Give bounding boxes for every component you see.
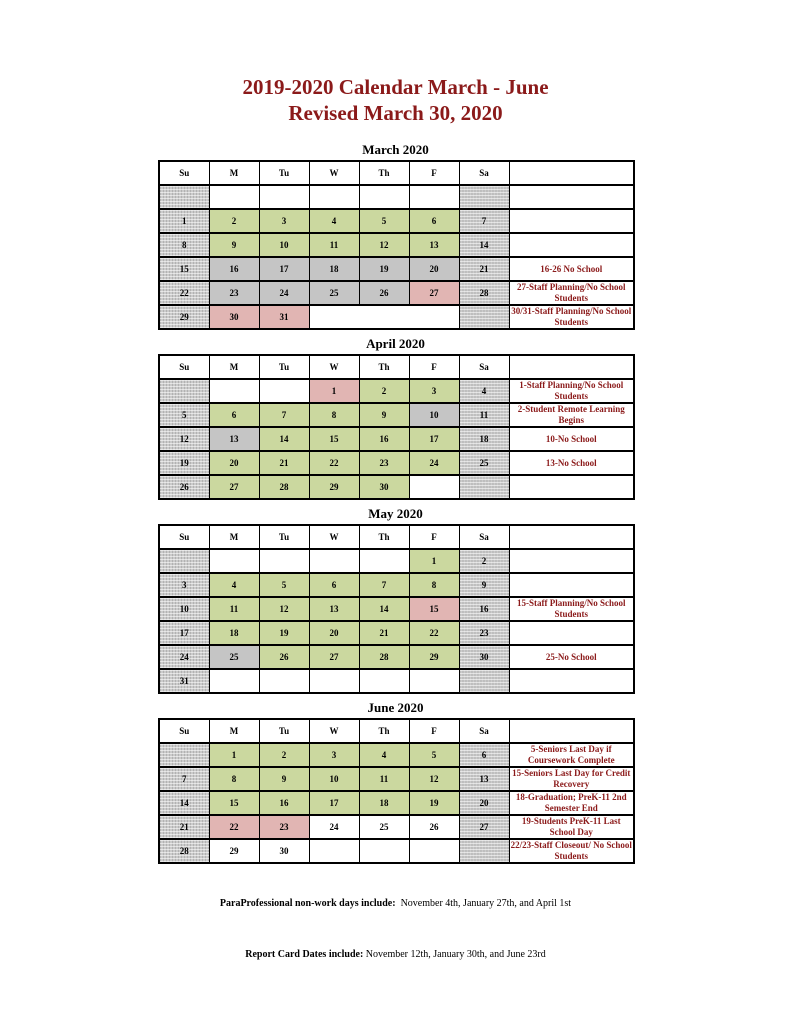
- month-title-april-2020: April 2020: [366, 336, 425, 351]
- day-cell-may-2020-24: 24: [159, 645, 209, 669]
- empty-day-cell: [309, 305, 459, 329]
- note-cell: 22/23-Staff Closeout/ No School Students: [509, 839, 634, 863]
- day-cell-june-2020-1: 1: [209, 743, 259, 767]
- day-cell-march-2020-16: 16: [209, 257, 259, 281]
- day-cell-april-2020-20: 20: [209, 451, 259, 475]
- day-cell-june-2020-22: 22: [209, 815, 259, 839]
- day-cell-may-2020-29: 29: [409, 645, 459, 669]
- empty-day-cell: [209, 669, 259, 693]
- day-cell-may-2020-20: 20: [309, 621, 359, 645]
- day-cell-may-2020-17: 17: [159, 621, 209, 645]
- empty-note-cell: [509, 621, 634, 645]
- day-cell-june-2020-5: 5: [409, 743, 459, 767]
- day-cell-april-2020-18: 18: [459, 427, 509, 451]
- day-header-tu: Tu: [259, 355, 309, 379]
- day-cell-may-2020-8: 8: [409, 573, 459, 597]
- week-row: [159, 791, 634, 815]
- day-header-th: Th: [359, 355, 409, 379]
- day-cell-march-2020-3: 3: [259, 209, 309, 233]
- day-cell-march-2020-19: 19: [359, 257, 409, 281]
- day-cell-may-2020-13: 13: [309, 597, 359, 621]
- day-cell-march-2020-31: 31: [259, 305, 309, 329]
- note-cell: 30/31-Staff Planning/No School Students: [509, 305, 634, 329]
- day-cell-june-2020-27: 27: [459, 815, 509, 839]
- day-cell-april-2020-10: 10: [409, 403, 459, 427]
- day-cell-april-2020-6: 6: [209, 403, 259, 427]
- day-cell-may-2020-23: 23: [459, 621, 509, 645]
- day-cell-may-2020-11: 11: [209, 597, 259, 621]
- week-row: [159, 185, 634, 209]
- day-cell-june-2020-9: 9: [259, 767, 309, 791]
- day-cell-april-2020-19: 19: [159, 451, 209, 475]
- day-header-tu: Tu: [259, 161, 309, 185]
- empty-note-cell: [509, 475, 634, 499]
- footnote-report-cards-label: Report Card Dates include:: [245, 949, 364, 960]
- footnote-report-cards-text: November 12th, January 30th, and June 23rd: [365, 949, 546, 960]
- day-header-f: F: [409, 355, 459, 379]
- day-header-su: Su: [159, 719, 209, 743]
- day-cell-may-2020-12: 12: [259, 597, 309, 621]
- day-header-f: F: [409, 161, 459, 185]
- page-title-line2: Revised March 30, 2020: [288, 101, 503, 125]
- calendar-table-march-2020: [158, 160, 635, 330]
- day-cell-march-2020-21: 21: [459, 257, 509, 281]
- week-row: [159, 549, 634, 573]
- day-cell-june-2020-20: 20: [459, 791, 509, 815]
- week-row: [159, 743, 634, 767]
- day-header-f: F: [409, 525, 459, 549]
- day-cell-april-2020-1: 1: [309, 379, 359, 403]
- footnote-paraprofessional: [0, 898, 791, 909]
- notes-column-header: [509, 355, 634, 379]
- day-cell-april-2020-7: 7: [259, 403, 309, 427]
- day-header-sa: Sa: [459, 525, 509, 549]
- empty-day-cell: [259, 669, 309, 693]
- day-cell-march-2020-12: 12: [359, 233, 409, 257]
- empty-day-cell: [309, 549, 359, 573]
- day-cell-june-2020-2: 2: [259, 743, 309, 767]
- day-header-f: F: [409, 719, 459, 743]
- day-cell-march-2020-4: 4: [309, 209, 359, 233]
- footnotes: [0, 898, 791, 960]
- empty-day-cell: [409, 185, 459, 209]
- day-cell-april-2020-15: 15: [309, 427, 359, 451]
- day-cell-may-2020-9: 9: [459, 573, 509, 597]
- day-cell-march-2020-2: 2: [209, 209, 259, 233]
- month-title-march-2020: March 2020: [362, 142, 429, 157]
- day-cell-march-2020-14: 14: [459, 233, 509, 257]
- day-header-w: W: [309, 355, 359, 379]
- day-cell-march-2020-15: 15: [159, 257, 209, 281]
- empty-note-cell: [509, 669, 634, 693]
- day-cell-march-2020-11: 11: [309, 233, 359, 257]
- day-cell-may-2020-25: 25: [209, 645, 259, 669]
- day-cell-june-2020-12: 12: [409, 767, 459, 791]
- empty-day-cell: [159, 743, 209, 767]
- day-header-th: Th: [359, 525, 409, 549]
- month-title-may-2020: May 2020: [368, 506, 423, 521]
- day-cell-march-2020-20: 20: [409, 257, 459, 281]
- note-cell: 2-Student Remote Learning Begins: [509, 403, 634, 427]
- day-cell-june-2020-18: 18: [359, 791, 409, 815]
- day-cell-june-2020-30: 30: [259, 839, 309, 863]
- empty-day-cell: [459, 185, 509, 209]
- day-header-w: W: [309, 161, 359, 185]
- day-cell-june-2020-8: 8: [209, 767, 259, 791]
- day-cell-march-2020-30: 30: [209, 305, 259, 329]
- day-cell-april-2020-8: 8: [309, 403, 359, 427]
- week-row: [159, 281, 634, 305]
- day-cell-june-2020-19: 19: [409, 791, 459, 815]
- footnote-paraprofessional-text: November 4th, January 27th, and April 1st: [400, 898, 572, 909]
- day-cell-april-2020-9: 9: [359, 403, 409, 427]
- note-cell: 15-Seniors Last Day for Credit Recovery: [509, 767, 634, 791]
- note-cell: 19-Students PreK-11 Last School Day: [509, 815, 634, 839]
- day-cell-march-2020-28: 28: [459, 281, 509, 305]
- day-cell-may-2020-26: 26: [259, 645, 309, 669]
- day-cell-march-2020-5: 5: [359, 209, 409, 233]
- day-header-row: [159, 525, 634, 549]
- empty-note-cell: [509, 209, 634, 233]
- empty-day-cell: [159, 379, 209, 403]
- day-cell-april-2020-24: 24: [409, 451, 459, 475]
- day-cell-march-2020-1: 1: [159, 209, 209, 233]
- month-title-june-2020: June 2020: [367, 700, 424, 715]
- day-cell-april-2020-14: 14: [259, 427, 309, 451]
- day-header-w: W: [309, 525, 359, 549]
- day-cell-june-2020-10: 10: [309, 767, 359, 791]
- day-cell-march-2020-23: 23: [209, 281, 259, 305]
- day-cell-march-2020-22: 22: [159, 281, 209, 305]
- week-row: [159, 451, 634, 475]
- note-cell: 16-26 No School: [509, 257, 634, 281]
- day-header-su: Su: [159, 525, 209, 549]
- day-cell-april-2020-23: 23: [359, 451, 409, 475]
- day-cell-march-2020-6: 6: [409, 209, 459, 233]
- note-cell: 15-Staff Planning/No School Students: [509, 597, 634, 621]
- day-cell-april-2020-2: 2: [359, 379, 409, 403]
- day-cell-april-2020-11: 11: [459, 403, 509, 427]
- empty-note-cell: [509, 233, 634, 257]
- day-header-row: [159, 355, 634, 379]
- day-cell-march-2020-24: 24: [259, 281, 309, 305]
- day-cell-march-2020-26: 26: [359, 281, 409, 305]
- empty-day-cell: [209, 185, 259, 209]
- day-header-m: M: [209, 525, 259, 549]
- empty-day-cell: [259, 185, 309, 209]
- notes-column-header: [509, 719, 634, 743]
- page-title: [0, 74, 791, 126]
- week-row: [159, 645, 634, 669]
- day-cell-may-2020-31: 31: [159, 669, 209, 693]
- day-cell-march-2020-13: 13: [409, 233, 459, 257]
- empty-day-cell: [159, 185, 209, 209]
- day-cell-may-2020-14: 14: [359, 597, 409, 621]
- day-header-sa: Sa: [459, 719, 509, 743]
- calendar-table-april-2020: [158, 354, 635, 500]
- day-cell-june-2020-13: 13: [459, 767, 509, 791]
- day-cell-march-2020-10: 10: [259, 233, 309, 257]
- day-header-th: Th: [359, 719, 409, 743]
- day-cell-may-2020-10: 10: [159, 597, 209, 621]
- day-cell-june-2020-24: 24: [309, 815, 359, 839]
- empty-day-cell: [409, 669, 459, 693]
- day-cell-april-2020-12: 12: [159, 427, 209, 451]
- empty-day-cell: [409, 839, 459, 863]
- day-header-su: Su: [159, 161, 209, 185]
- empty-day-cell: [459, 475, 509, 499]
- day-header-m: M: [209, 719, 259, 743]
- day-cell-may-2020-22: 22: [409, 621, 459, 645]
- day-cell-may-2020-7: 7: [359, 573, 409, 597]
- day-header-sa: Sa: [459, 161, 509, 185]
- day-cell-may-2020-5: 5: [259, 573, 309, 597]
- empty-note-cell: [509, 573, 634, 597]
- day-cell-may-2020-18: 18: [209, 621, 259, 645]
- day-cell-june-2020-3: 3: [309, 743, 359, 767]
- empty-day-cell: [359, 549, 409, 573]
- day-cell-april-2020-17: 17: [409, 427, 459, 451]
- day-cell-june-2020-25: 25: [359, 815, 409, 839]
- day-cell-april-2020-27: 27: [209, 475, 259, 499]
- week-row: [159, 669, 634, 693]
- day-cell-april-2020-16: 16: [359, 427, 409, 451]
- note-cell: 13-No School: [509, 451, 634, 475]
- empty-day-cell: [309, 185, 359, 209]
- empty-day-cell: [459, 305, 509, 329]
- day-cell-june-2020-11: 11: [359, 767, 409, 791]
- footnote-report-cards: [0, 949, 791, 960]
- day-cell-june-2020-23: 23: [259, 815, 309, 839]
- day-cell-may-2020-6: 6: [309, 573, 359, 597]
- week-row: [159, 305, 634, 329]
- day-cell-april-2020-29: 29: [309, 475, 359, 499]
- day-cell-may-2020-19: 19: [259, 621, 309, 645]
- empty-day-cell: [359, 669, 409, 693]
- week-row: [159, 475, 634, 499]
- week-row: [159, 767, 634, 791]
- page-title-line1: 2019-2020 Calendar March - June: [242, 75, 549, 99]
- empty-day-cell: [459, 839, 509, 863]
- note-cell: 25-No School: [509, 645, 634, 669]
- day-cell-june-2020-14: 14: [159, 791, 209, 815]
- day-header-th: Th: [359, 161, 409, 185]
- day-cell-june-2020-17: 17: [309, 791, 359, 815]
- empty-day-cell: [159, 549, 209, 573]
- week-row: [159, 621, 634, 645]
- empty-day-cell: [309, 839, 359, 863]
- calendar-table-june-2020: [158, 718, 635, 864]
- day-header-m: M: [209, 355, 259, 379]
- day-header-sa: Sa: [459, 355, 509, 379]
- empty-day-cell: [259, 379, 309, 403]
- calendar-months-container: [158, 142, 633, 864]
- day-cell-march-2020-9: 9: [209, 233, 259, 257]
- day-header-w: W: [309, 719, 359, 743]
- week-row: [159, 839, 634, 863]
- day-cell-june-2020-28: 28: [159, 839, 209, 863]
- day-cell-march-2020-17: 17: [259, 257, 309, 281]
- week-row: [159, 815, 634, 839]
- week-row: [159, 233, 634, 257]
- notes-column-header: [509, 525, 634, 549]
- day-cell-may-2020-21: 21: [359, 621, 409, 645]
- day-header-tu: Tu: [259, 525, 309, 549]
- day-header-row: [159, 719, 634, 743]
- day-cell-june-2020-4: 4: [359, 743, 409, 767]
- empty-day-cell: [209, 549, 259, 573]
- day-cell-may-2020-27: 27: [309, 645, 359, 669]
- week-row: [159, 573, 634, 597]
- note-cell: 27-Staff Planning/No School Students: [509, 281, 634, 305]
- day-cell-june-2020-16: 16: [259, 791, 309, 815]
- day-header-m: M: [209, 161, 259, 185]
- week-row: [159, 597, 634, 621]
- day-cell-may-2020-4: 4: [209, 573, 259, 597]
- day-cell-march-2020-29: 29: [159, 305, 209, 329]
- empty-day-cell: [359, 839, 409, 863]
- day-header-tu: Tu: [259, 719, 309, 743]
- note-cell: 1-Staff Planning/No School Students: [509, 379, 634, 403]
- day-cell-april-2020-21: 21: [259, 451, 309, 475]
- day-cell-april-2020-4: 4: [459, 379, 509, 403]
- week-row: [159, 427, 634, 451]
- week-row: [159, 209, 634, 233]
- empty-note-cell: [509, 549, 634, 573]
- day-cell-june-2020-21: 21: [159, 815, 209, 839]
- day-cell-june-2020-15: 15: [209, 791, 259, 815]
- week-row: [159, 257, 634, 281]
- note-cell: 10-No School: [509, 427, 634, 451]
- week-row: [159, 379, 634, 403]
- empty-day-cell: [259, 549, 309, 573]
- day-cell-june-2020-26: 26: [409, 815, 459, 839]
- day-cell-may-2020-28: 28: [359, 645, 409, 669]
- empty-day-cell: [359, 185, 409, 209]
- day-cell-april-2020-28: 28: [259, 475, 309, 499]
- day-cell-april-2020-26: 26: [159, 475, 209, 499]
- note-cell: 5-Seniors Last Day if Coursework Complete: [509, 743, 634, 767]
- day-cell-june-2020-29: 29: [209, 839, 259, 863]
- day-cell-march-2020-18: 18: [309, 257, 359, 281]
- empty-day-cell: [209, 379, 259, 403]
- week-row: [159, 403, 634, 427]
- day-cell-march-2020-7: 7: [459, 209, 509, 233]
- calendar-table-may-2020: [158, 524, 635, 694]
- day-cell-may-2020-15: 15: [409, 597, 459, 621]
- day-cell-april-2020-5: 5: [159, 403, 209, 427]
- empty-day-cell: [459, 669, 509, 693]
- day-cell-may-2020-16: 16: [459, 597, 509, 621]
- day-cell-march-2020-27: 27: [409, 281, 459, 305]
- footnote-paraprofessional-label: ParaProfessional non-work days include:: [219, 898, 396, 909]
- day-cell-april-2020-3: 3: [409, 379, 459, 403]
- empty-note-cell: [509, 185, 634, 209]
- day-cell-june-2020-7: 7: [159, 767, 209, 791]
- day-cell-may-2020-2: 2: [459, 549, 509, 573]
- day-cell-june-2020-6: 6: [459, 743, 509, 767]
- day-cell-april-2020-22: 22: [309, 451, 359, 475]
- day-cell-may-2020-1: 1: [409, 549, 459, 573]
- day-cell-may-2020-3: 3: [159, 573, 209, 597]
- day-cell-march-2020-8: 8: [159, 233, 209, 257]
- note-cell: 18-Graduation; PreK-11 2nd Semester End: [509, 791, 634, 815]
- day-cell-april-2020-25: 25: [459, 451, 509, 475]
- notes-column-header: [509, 161, 634, 185]
- day-cell-april-2020-30: 30: [359, 475, 409, 499]
- empty-day-cell: [409, 475, 459, 499]
- day-header-su: Su: [159, 355, 209, 379]
- day-cell-may-2020-30: 30: [459, 645, 509, 669]
- day-header-row: [159, 161, 634, 185]
- day-cell-march-2020-25: 25: [309, 281, 359, 305]
- empty-day-cell: [309, 669, 359, 693]
- day-cell-april-2020-13: 13: [209, 427, 259, 451]
